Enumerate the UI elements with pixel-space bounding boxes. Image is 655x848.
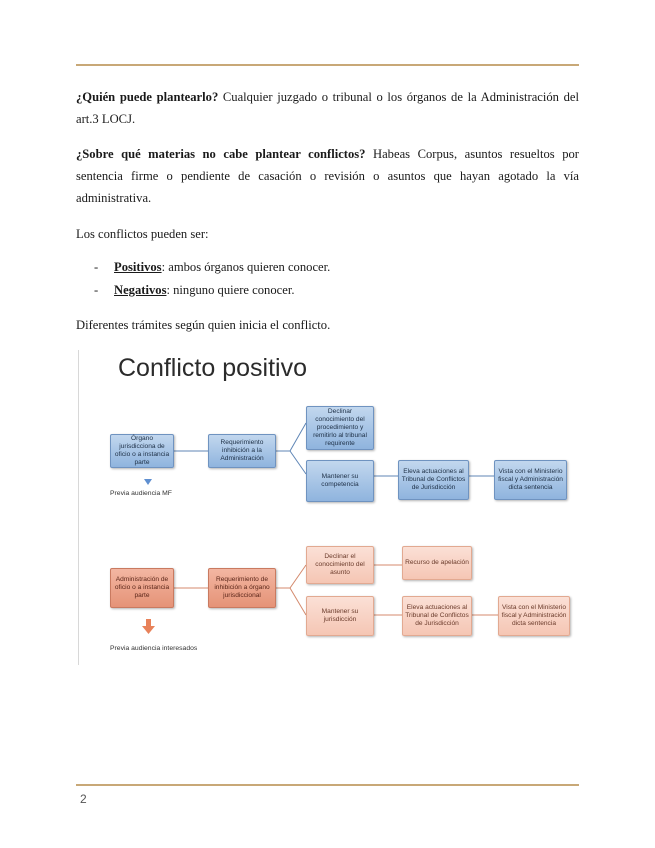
- header-rule: [76, 64, 579, 66]
- arrow-down-icon: [146, 619, 151, 626]
- top-maintain-box: Mantener su competencia: [306, 460, 374, 502]
- paragraph-types: Los conflictos pueden ser:: [76, 227, 209, 241]
- question-who: ¿Quién puede plantearlo?: [76, 90, 219, 104]
- bullet-term: Negativos: [114, 283, 167, 297]
- bottom-maintain-box: Mantener su jurisdicción: [306, 596, 374, 636]
- footer-rule: [76, 784, 579, 786]
- arrow-down-icon: [144, 479, 152, 485]
- top-hearing-box: Vista con el Ministerio fiscal y Administración dicta sentencia: [494, 460, 567, 500]
- answer-matters: Habeas Corpus, asuntos resueltos por sentencia firme o pendiente de casación o revisión o asuntos que hayan agotado la vía administrativa.: [76, 147, 579, 205]
- bottom-start-box: Administración de oficio o a instancia parte: [110, 568, 174, 608]
- bottom-send-box: Eleva actuaciones al Tribunal de Conflictos de Jurisdicción: [402, 596, 472, 636]
- top-start-note: Previa audiencia MF: [110, 490, 172, 497]
- arrow-down-icon: [142, 626, 155, 634]
- bullet-term: Positivos: [114, 260, 162, 274]
- bullet-dash: -: [94, 283, 99, 297]
- bullet-positivos: [94, 256, 330, 278]
- bullet-negativos: [94, 279, 294, 301]
- top-send-box: Eleva actuaciones al Tribunal de Conflictos de Jurisdicción: [398, 460, 469, 500]
- top-start-box: Órgano jurisdicciona de oficio o a instancia parte: [110, 434, 174, 468]
- bullet-text: : ninguno quiere conocer.: [166, 283, 295, 297]
- diagram-title: Conflicto positivo: [118, 354, 307, 382]
- bottom-appeal-box: Recurso de apelación: [402, 546, 472, 580]
- conflict-diagram: [78, 350, 583, 665]
- top-request-box: Requerimiento inhibición a la Administración: [208, 434, 276, 468]
- paragraph-procedures: Diferentes trámites según quien inicia el conflicto.: [76, 318, 331, 332]
- bullet-dash: -: [94, 260, 99, 274]
- bottom-hearing-box: Vista con el Ministerio fiscal y Administración dicta sentencia: [498, 596, 570, 636]
- answer-who: Cualquier juzgado o tribunal o los órganos de la Administración del art.3 LOCJ.: [76, 90, 580, 126]
- page-number: 2: [80, 792, 87, 806]
- top-decline-box: Declinar conocimiento del procedimiento y remitirlo al tribunal requirente: [306, 406, 374, 450]
- paragraph-matters: [76, 143, 579, 209]
- bullet-text: : ambos órganos quieren conocer.: [161, 260, 331, 274]
- paragraph-who: [76, 86, 579, 130]
- question-matters: ¿Sobre qué materias no cabe plantear conflictos?: [76, 147, 366, 161]
- bottom-start-note: Previa audiencia interesados: [110, 645, 198, 652]
- bottom-request-box: Requerimiento de inhibición a órgano jurisdiccional: [208, 568, 276, 608]
- bottom-decline-box: Declinar el conocimiento del asunto: [306, 546, 374, 584]
